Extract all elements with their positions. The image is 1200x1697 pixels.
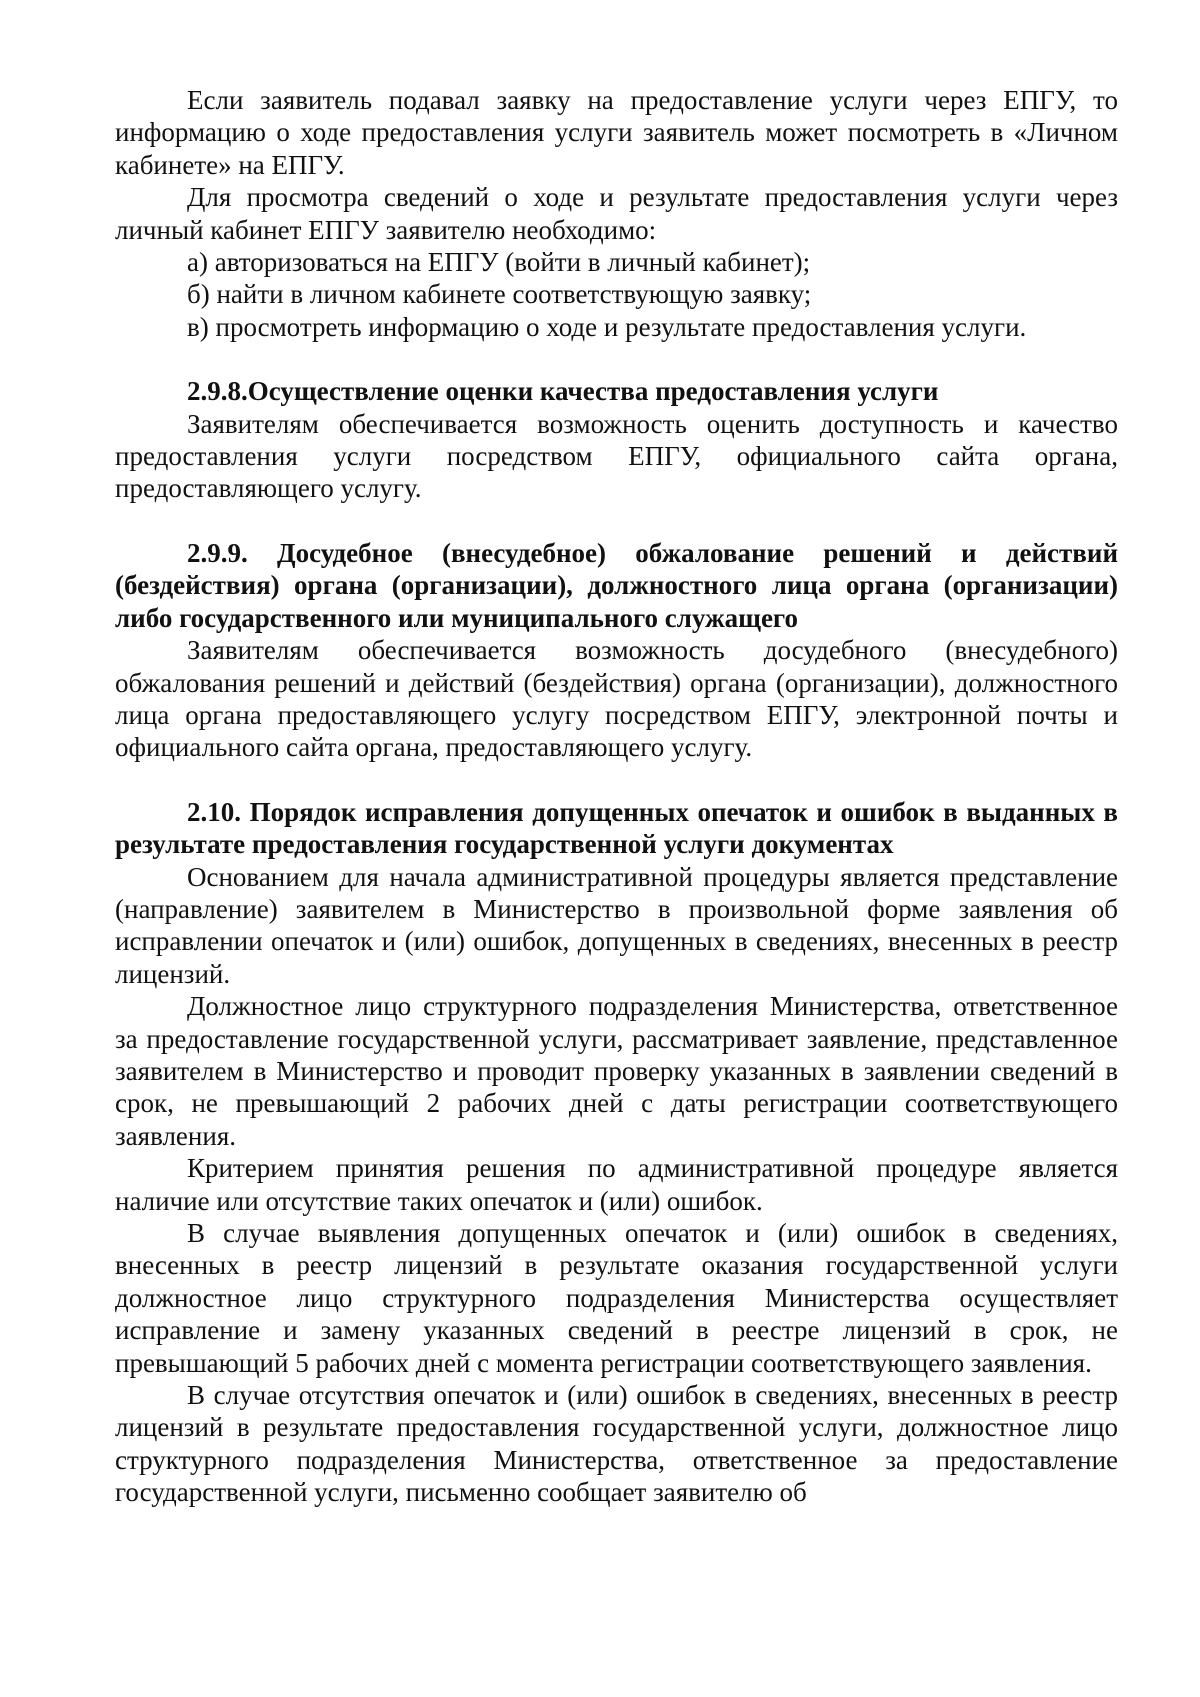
list-item-b: б) найти в личном кабинете соответствующую заявку; (187, 279, 812, 310)
paragraph-appeal: Заявителям обеспечивается возможность досудебного (внесудебного) обжалования решений и действий (бездействия) органа (организации), должностного лица органа предоставляющего услугу посредством ЕПГУ, электронной почты и официального сайта органа, предоставляющего услугу. (115, 635, 1118, 763)
heading-2-9-9: 2.9.9. Досудебное (внесудебное) обжалование решений и действий (бездействия) органа (организации), должностного лица органа (организации) либо государственного или муниципального служащего (115, 537, 1118, 633)
list-item-a: а) авторизоваться на ЕПГУ (войти в личный кабинет); (187, 247, 811, 278)
paragraph-view-instructions: Для просмотра сведений о ходе и результате предоставления услуги через личный кабинет ЕПГУ заявителю необходимо: (115, 182, 1118, 245)
heading-2-10: 2.10. Порядок исправления допущенных опечаток и ошибок в выданных в результате предоставления государственной услуги документах (115, 796, 1118, 860)
paragraph-official-review: Должностное лицо структурного подразделения Министерства, ответственное за предоставление государственной услуги, рассматривает заявление, представленное заявителем в Министерство и проводит проверку указанных в заявлении сведений в срок, не превышающий 2 рабочих дней с даты регистрации соответствующего заявления. (115, 991, 1118, 1151)
paragraph-errors-found: В случае выявления допущенных опечаток и (или) ошибок в сведениях, внесенных в реестр лицензий в результате оказания государственной услуги должностное лицо структурного подразделения Министерства осуществляет исправление и замену указанных сведений в реестре лицензий в срок, не превышающий 5 рабочих дней с момента регистрации соответствующего заявления. (115, 1218, 1118, 1378)
document-page (115, 84, 1118, 1509)
heading-2-9-8: 2.9.8.Осуществление оценки качества предоставления услуги (187, 376, 939, 407)
paragraph-criterion: Критерием принятия решения по административной процедуре является наличие или отсутствие таких опечаток и (или) ошибок. (115, 1153, 1118, 1216)
paragraph-no-errors: В случае отсутствия опечаток и (или) ошибок в сведениях, внесенных в реестр лицензий в результате предоставления государственной услуги, должностное лицо структурного подразделения Министерства, ответственное за предоставление государственной услуги, письменно сообщает заявителю об (115, 1380, 1118, 1508)
paragraph-quality-assessment: Заявителям обеспечивается возможность оценить доступность и качество предоставления услуги посредством ЕПГУ, официального сайта органа, предоставляющего услугу. (115, 408, 1118, 504)
paragraph-grounds: Основанием для начала административной процедуры является представление (направление) заявителем в Министерство в произвольной форме заявления об исправлении опечаток и (или) ошибок, допущенных в сведениях, внесенных в реестр лицензий. (115, 861, 1118, 989)
paragraph-epgu-info: Если заявитель подавал заявку на предоставление услуги через ЕПГУ, то информацию о ходе предоставления услуги заявитель может посмотреть в «Личном кабинете» на ЕПГУ. (115, 85, 1118, 180)
list-item-c: в) просмотреть информацию о ходе и результате предоставления услуги. (187, 311, 1027, 342)
